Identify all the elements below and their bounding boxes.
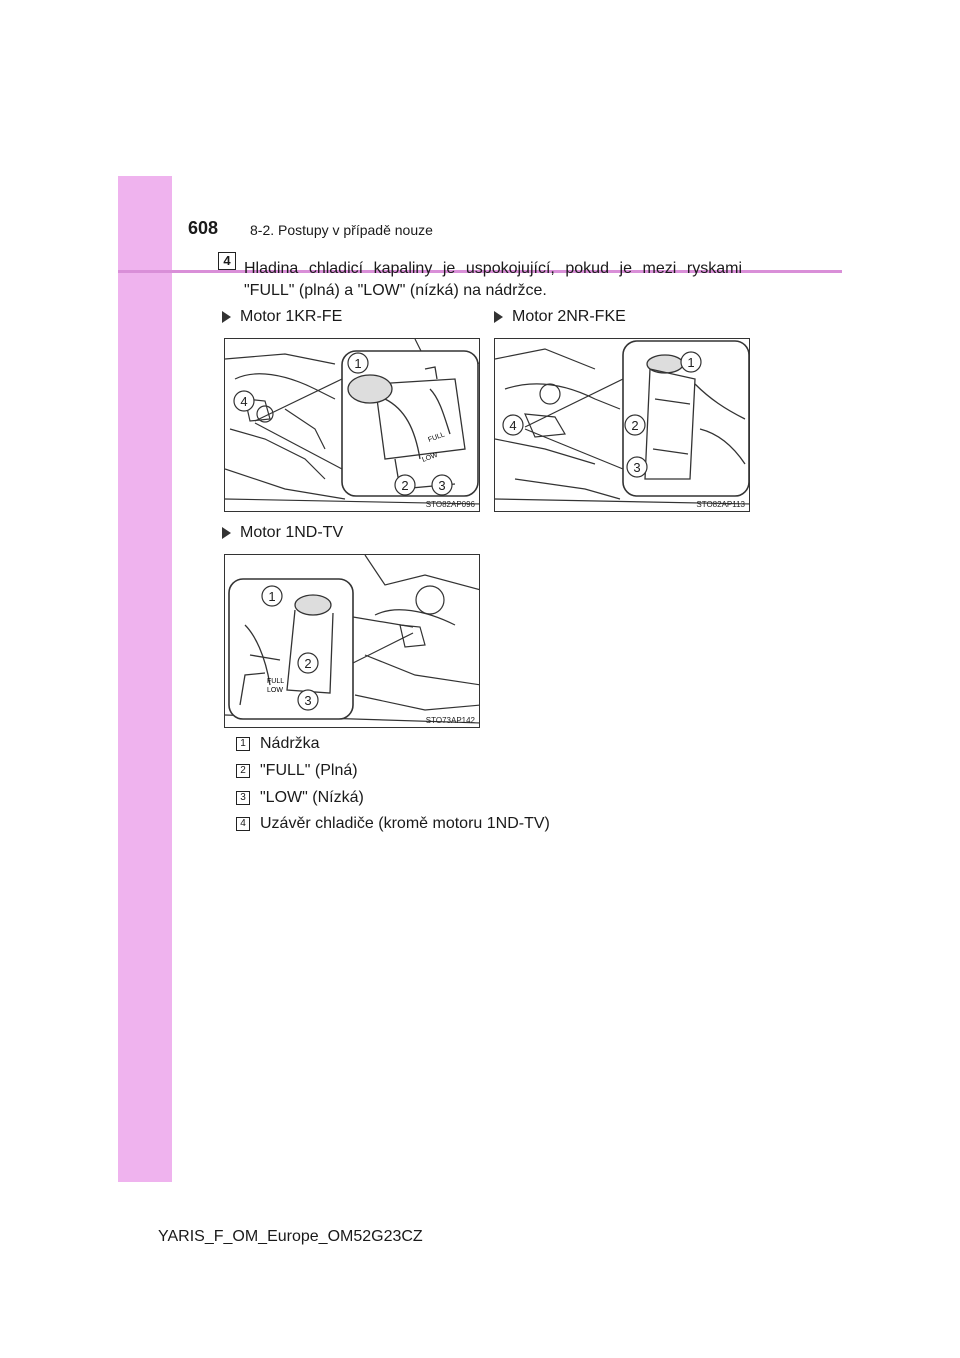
tank-low-mark: LOW bbox=[421, 451, 439, 464]
callout-3: 3 bbox=[304, 693, 312, 708]
legend-text: "FULL" (Plná) bbox=[260, 762, 358, 779]
figure-label-1kr bbox=[222, 308, 342, 326]
legend-item-2 bbox=[236, 762, 358, 780]
callout-3: 3 bbox=[633, 460, 641, 475]
legend-number-box: 2 bbox=[236, 764, 250, 778]
footer-document-id: YARIS_F_OM_Europe_OM52G23CZ bbox=[158, 1228, 423, 1245]
figure-code: STO82AP113 bbox=[696, 500, 745, 509]
figure-engine-1nd bbox=[224, 554, 480, 728]
figure-engine-2nr bbox=[494, 338, 750, 512]
tank-full-mark: FULL bbox=[427, 431, 446, 444]
tank-low-mark: LOW bbox=[267, 687, 283, 694]
legend-text: "LOW" (Nízká) bbox=[260, 789, 364, 806]
legend-number-box: 4 bbox=[236, 817, 250, 831]
triangle-bullet-icon bbox=[494, 311, 503, 323]
figure-label-text: Motor 1ND-TV bbox=[240, 524, 344, 541]
section-title: 8-2. Postupy v případě nouze bbox=[250, 222, 433, 238]
legend-text: Nádržka bbox=[260, 735, 320, 752]
callout-1: 1 bbox=[687, 355, 695, 370]
step-text: Hladina chladicí kapaliny je uspokojující, pokud je mezi ryskami "FULL" (plná) a "LOW" (nízká) na nádržce. bbox=[244, 260, 742, 299]
figure-label-2nr bbox=[494, 308, 626, 326]
triangle-bullet-icon bbox=[222, 527, 231, 539]
figure-engine-1kr bbox=[224, 338, 480, 512]
engine-bay-illustration bbox=[495, 339, 750, 512]
side-tab-bar bbox=[118, 176, 172, 1182]
callout-2: 2 bbox=[401, 478, 409, 493]
callout-4: 4 bbox=[240, 394, 248, 409]
callout-1: 1 bbox=[268, 589, 276, 604]
triangle-bullet-icon bbox=[222, 311, 231, 323]
figure-label-text: Motor 1KR-FE bbox=[240, 308, 343, 325]
figure-code: STO73AP142 bbox=[425, 716, 475, 725]
callout-1: 1 bbox=[354, 356, 362, 371]
engine-bay-illustration bbox=[225, 555, 480, 728]
callout-3: 3 bbox=[438, 478, 446, 493]
engine-bay-illustration bbox=[225, 339, 480, 512]
legend-item-4 bbox=[236, 815, 550, 833]
callout-2: 2 bbox=[631, 418, 639, 433]
page-number: 608 bbox=[188, 218, 219, 238]
legend-number-box: 1 bbox=[236, 737, 250, 751]
step-number-box: 4 bbox=[218, 252, 236, 270]
legend-text: Uzávěr chladiče (kromě motoru 1ND-TV) bbox=[260, 815, 550, 832]
callout-4: 4 bbox=[509, 418, 517, 433]
figure-label-text: Motor 2NR-FKE bbox=[512, 308, 626, 325]
figure-code: STO82AP096 bbox=[425, 500, 475, 509]
legend-item-3 bbox=[236, 789, 364, 807]
callout-2: 2 bbox=[304, 656, 312, 671]
legend-number-box: 3 bbox=[236, 791, 250, 805]
legend-item-1 bbox=[236, 735, 320, 753]
figure-label-1nd bbox=[222, 524, 343, 542]
tank-full-mark: FULL bbox=[267, 678, 285, 685]
